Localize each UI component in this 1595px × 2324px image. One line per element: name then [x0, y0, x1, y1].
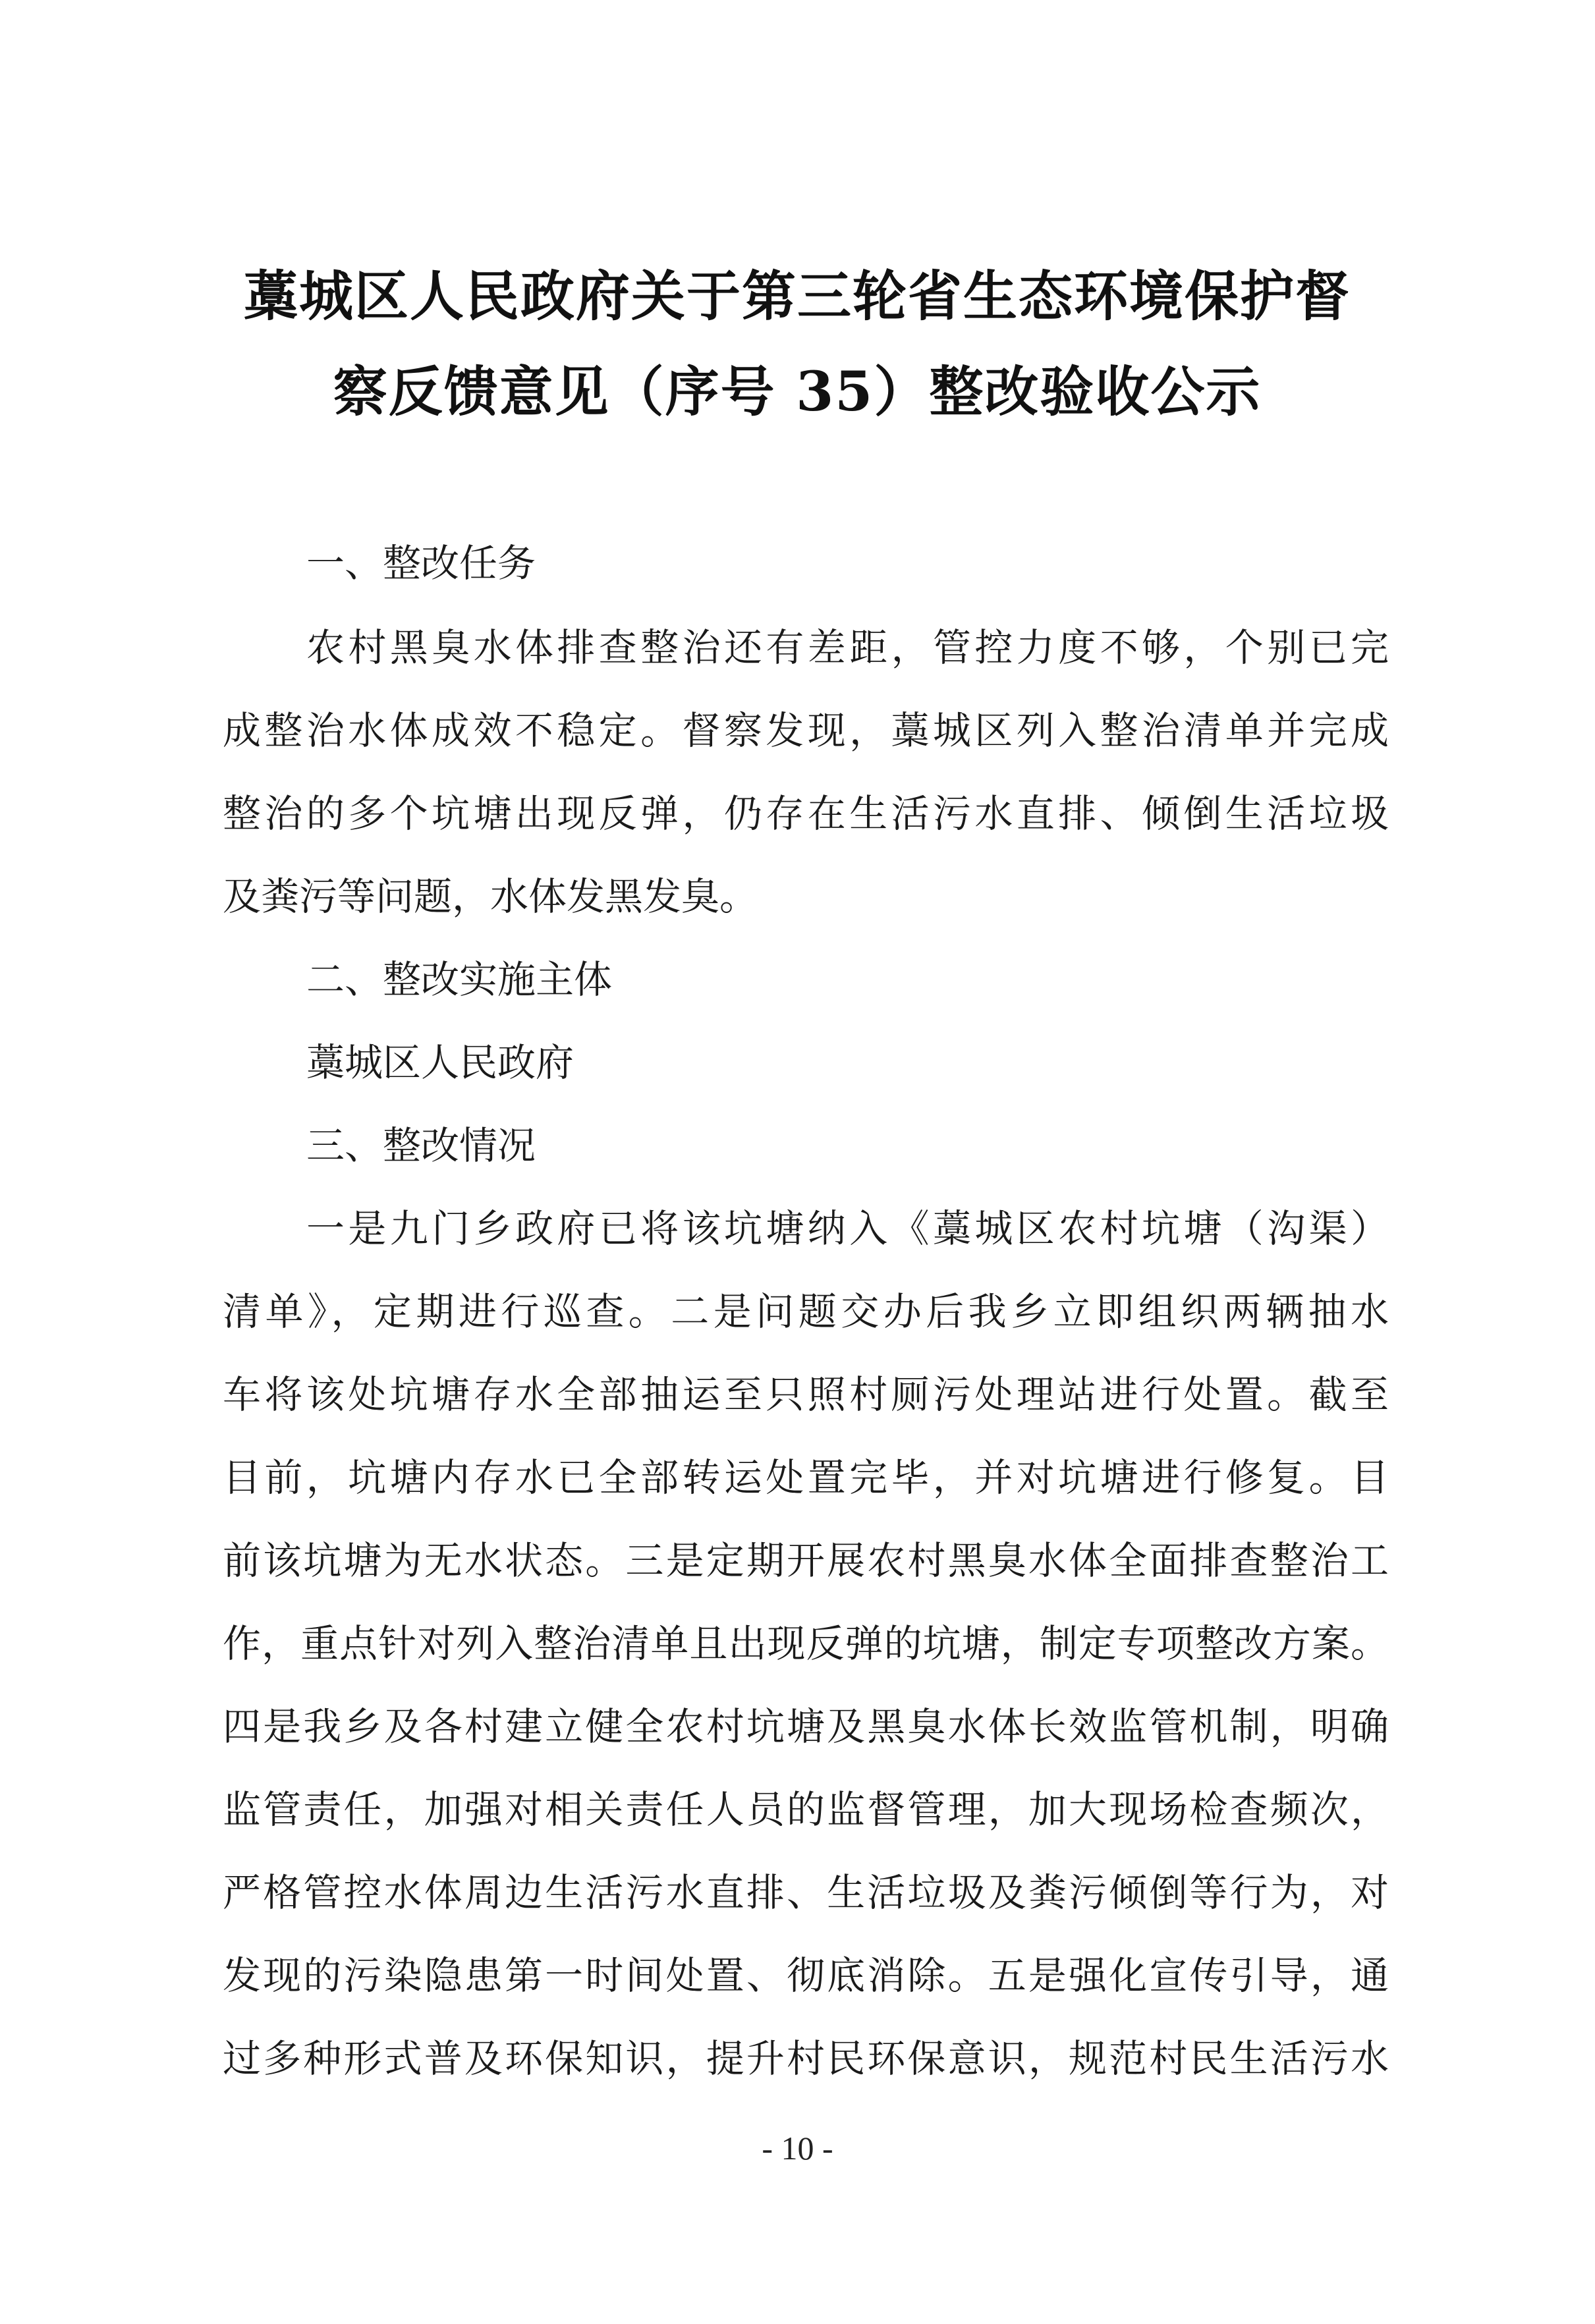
paragraph-line: 发现的污染隐患第一时间处置、彻底消除。五是强化宣传引导，通 [223, 1953, 1389, 1998]
paragraph-line: 整治的多个坑塘出现反弹，仍存在生活污水直排、倾倒生活垃圾 [223, 791, 1389, 836]
page-number: - 10 - [762, 2130, 833, 2167]
section-heading-status: 三、整改情况 [306, 1123, 536, 1168]
paragraph-line: 过多种形式普及环保知识，提升村民环保意识，规范村民生活污水 [223, 2036, 1389, 2081]
paragraph-line: 四是我乡及各村建立健全农村坑塘及黑臭水体长效监管机制，明确 [223, 1704, 1389, 1749]
paragraph-line: 严格管控水体周边生活污水直排、生活垃圾及粪污倾倒等行为，对 [223, 1870, 1389, 1915]
document-title-line-2: 察反馈意见（序号 35）整改验收公示 [333, 360, 1262, 424]
paragraph-line: 清单》，定期进行巡查。二是问题交办后我乡立即组织两辆抽水 [223, 1289, 1389, 1334]
paragraph-line: 监管责任，加强对相关责任人员的监督管理，加大现场检查频次， [223, 1787, 1389, 1832]
paragraph-line: 车将该处坑塘存水全部抽运至只照村厕污处理站进行处置。截至 [223, 1372, 1389, 1417]
section-heading-implementer: 二、整改实施主体 [306, 957, 613, 1002]
paragraph-line: 前该坑塘为无水状态。三是定期开展农村黑臭水体全面排查整治工 [223, 1538, 1389, 1583]
paragraph-line: 藁城区人民政府 [306, 1040, 574, 1085]
paragraph-line: 及粪污等问题，水体发黑发臭。 [223, 874, 758, 919]
paragraph-line: 农村黑臭水体排查整治还有差距，管控力度不够，个别已完 [306, 625, 1389, 670]
paragraph-line: 一是九门乡政府已将该坑塘纳入《藁城区农村坑塘（沟渠） [306, 1206, 1389, 1251]
document-title-line-1: 藁城区人民政府关于第三轮省生态环境保护督 [243, 265, 1351, 328]
paragraph-line: 成整治水体成效不稳定。督察发现，藁城区列入整治清单并完成 [223, 708, 1389, 753]
section-heading-tasks: 一、整改任务 [306, 541, 536, 586]
paragraph-line: 作，重点针对列入整治清单且出现反弹的坑塘，制定专项整改方案。 [223, 1621, 1389, 1666]
paragraph-line: 目前，坑塘内存水已全部转运处置完毕，并对坑塘进行修复。目 [223, 1455, 1389, 1500]
